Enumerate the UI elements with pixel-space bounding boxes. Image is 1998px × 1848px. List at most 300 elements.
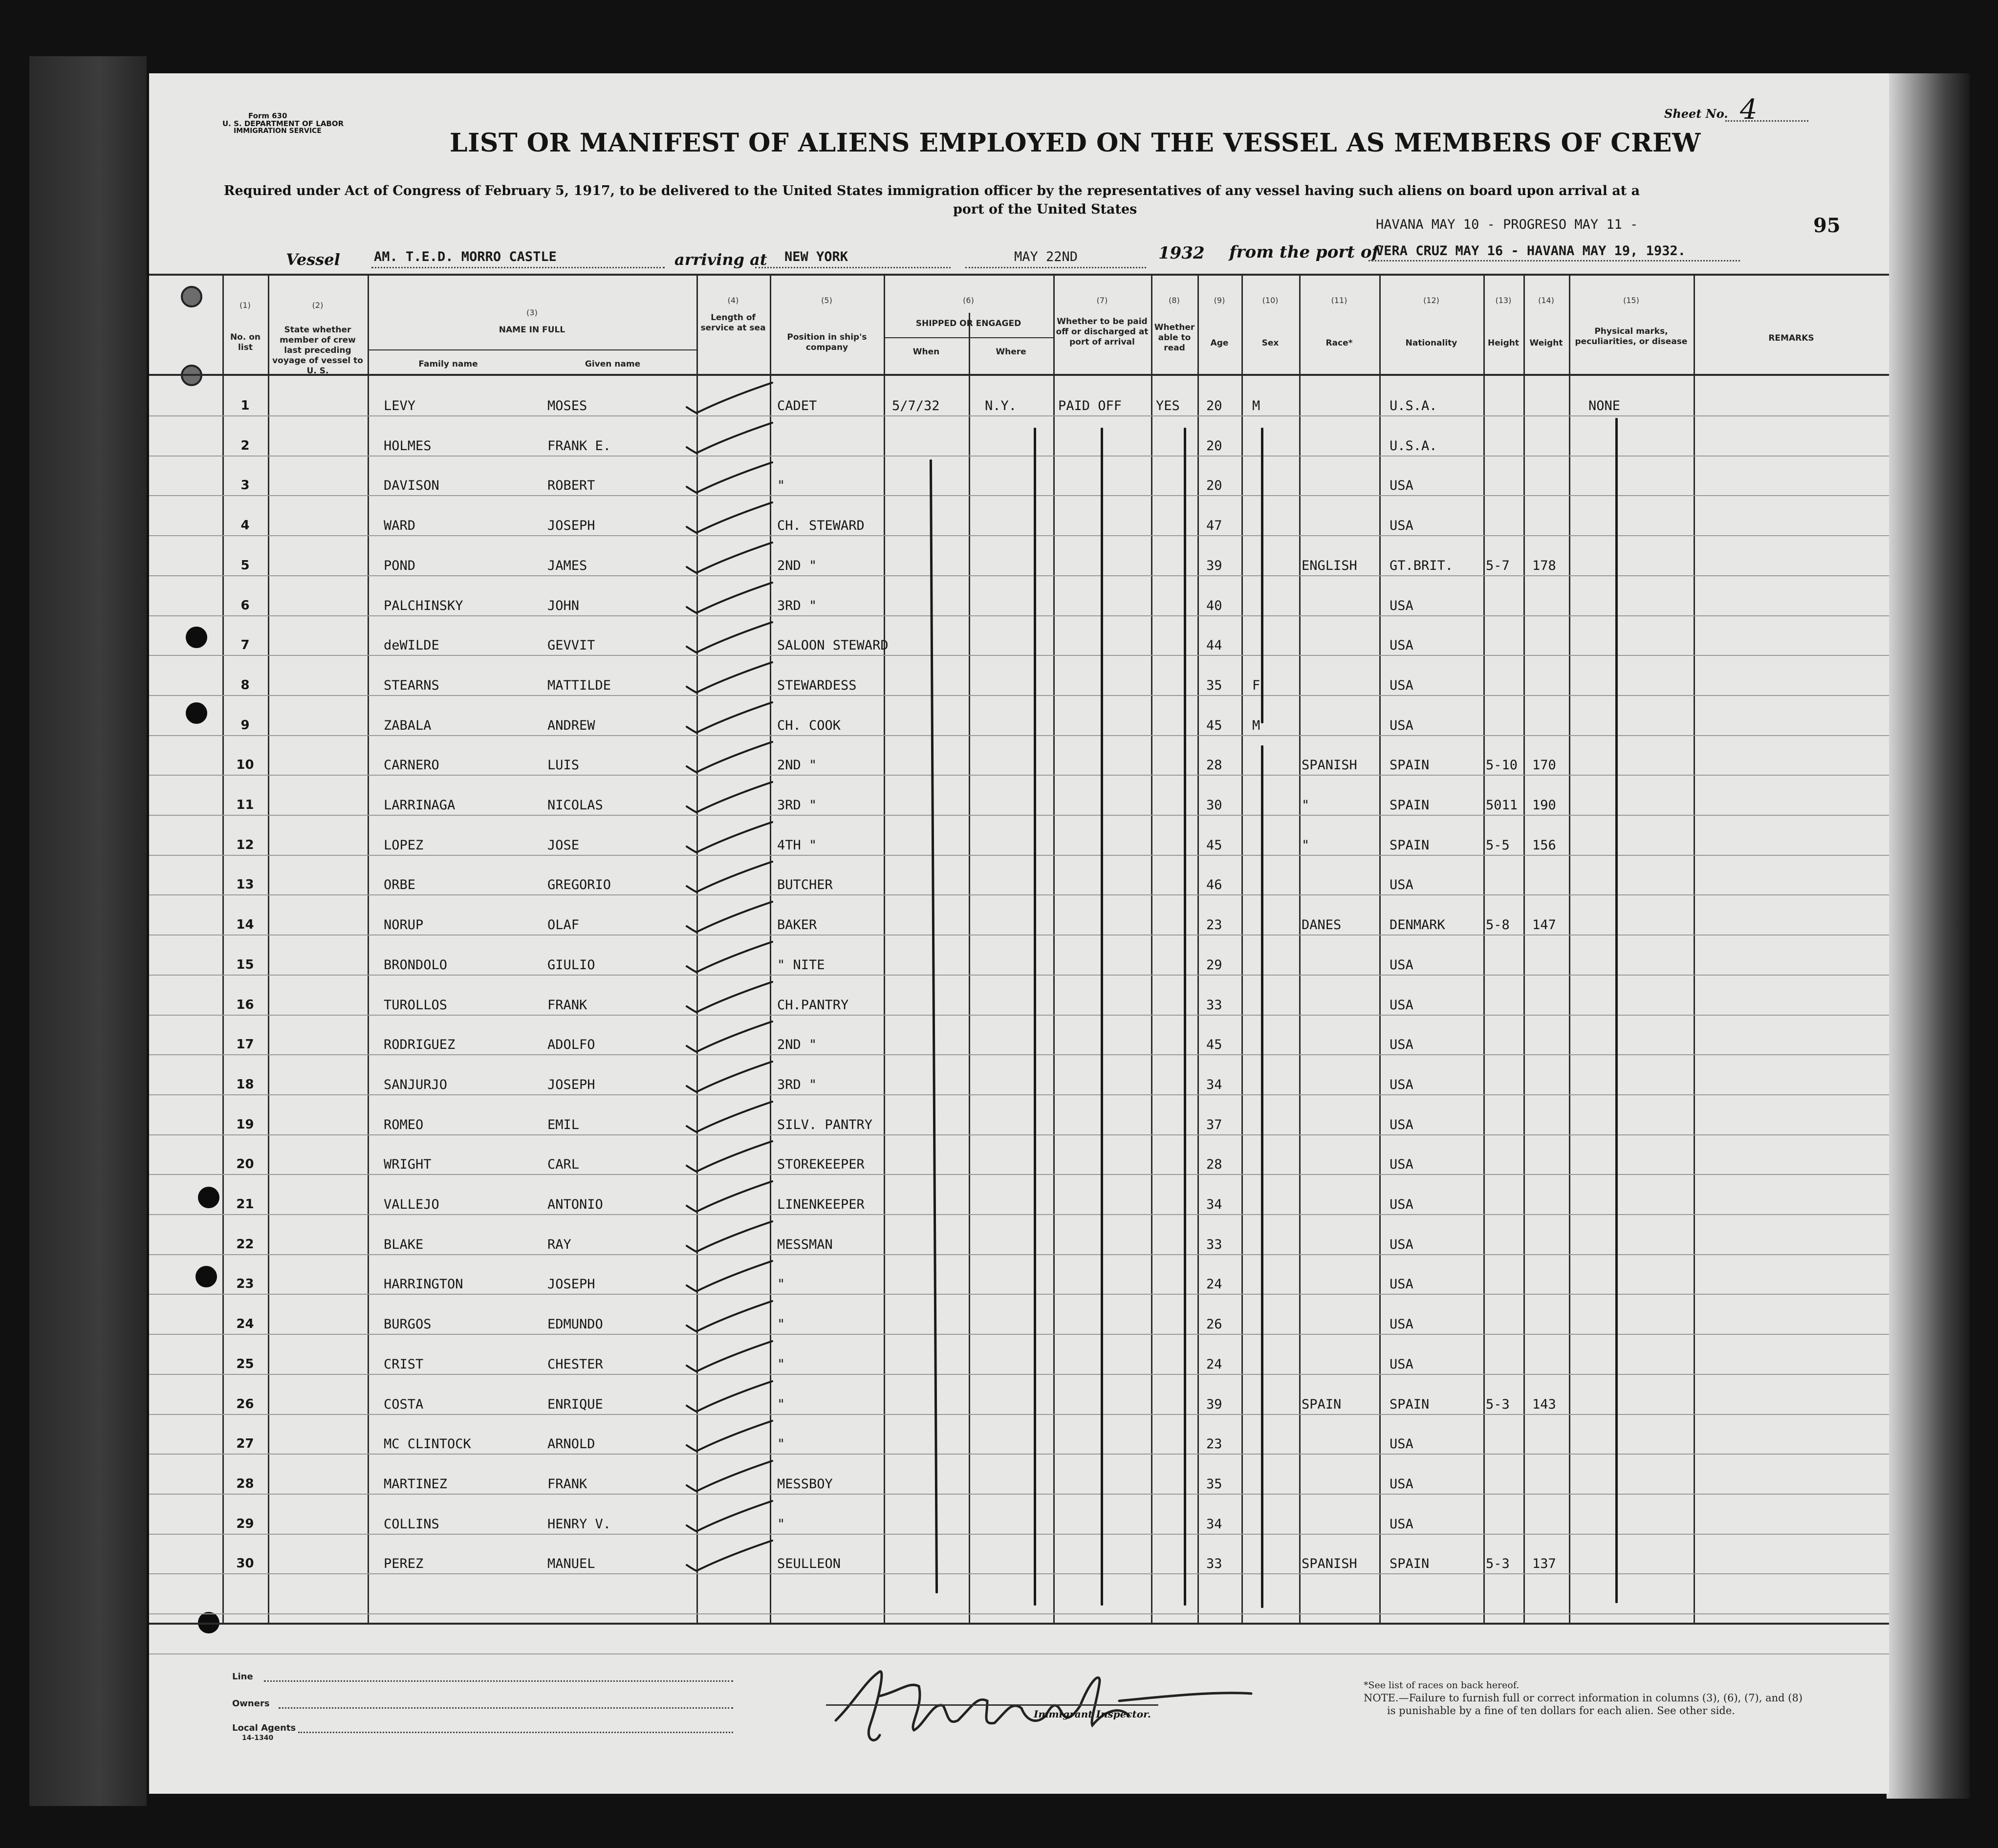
- name-subheader-line: [368, 349, 696, 350]
- cell-position: CH. COOK: [777, 718, 841, 733]
- cell-nationality: USA: [1390, 1357, 1413, 1372]
- col-line: [1694, 274, 1695, 1624]
- header-family-name: Family name: [418, 359, 478, 369]
- cell-nationality: USA: [1390, 1117, 1413, 1132]
- cell-nationality: USA: [1390, 1317, 1413, 1332]
- cell-height: 5-5: [1486, 838, 1510, 853]
- cell-height: 5-7: [1486, 558, 1510, 573]
- ruled-line: [149, 495, 1889, 496]
- cell-position: 4TH ": [777, 838, 817, 853]
- header-when: When: [912, 347, 940, 357]
- cell-family: MC CLINTOCK: [384, 1436, 471, 1452]
- cell-given: GREGORIO: [547, 877, 611, 892]
- arriving-port: NEW YORK: [784, 249, 848, 264]
- column-number: (10): [1262, 296, 1279, 305]
- cell-position: CADET: [777, 398, 817, 413]
- column-number: (14): [1538, 296, 1554, 305]
- header-age: Age: [1210, 338, 1229, 348]
- penalty-note-line-1: NOTE.—Failure to furnish full or correct information in columns (3), (6), (7), and (8): [1364, 1692, 1803, 1704]
- cell-age: 20: [1206, 478, 1222, 493]
- cell-position: CH.PANTRY: [777, 998, 849, 1013]
- cell-position: CH. STEWARD: [777, 518, 865, 533]
- column-number: (1): [239, 301, 251, 310]
- cell-nationality: SPAIN: [1390, 798, 1430, 813]
- service-checkmark: [682, 1098, 780, 1142]
- ruled-line: [149, 1613, 1889, 1614]
- cell-age: 37: [1206, 1117, 1222, 1132]
- cell-family: COSTA: [384, 1397, 424, 1412]
- service-checkmark: [682, 818, 780, 862]
- cell-nationality: USA: [1390, 1077, 1413, 1092]
- ditto-stroke: [1615, 418, 1618, 1603]
- cell-family: ZABALA: [384, 718, 432, 733]
- col-line: [1379, 274, 1381, 1624]
- ruled-line: [149, 1334, 1889, 1335]
- header-name-in-full: NAME IN FULL: [499, 325, 565, 335]
- punch-hole: [195, 1266, 217, 1287]
- cell-race: SPAIN: [1302, 1397, 1342, 1412]
- ruled-line: [149, 1015, 1889, 1016]
- subtitle-line-1: Required under Act of Congress of February 5, 1917, to be delivered to the United States immigration officer by the representatives of any vessel having such aliens on board upon arrival at a: [224, 183, 1640, 198]
- header-position: Position in ship's company: [787, 332, 867, 352]
- cell-given: MANUEL: [547, 1556, 595, 1571]
- cell-given: EDMUNDO: [547, 1317, 603, 1332]
- cell-age: 40: [1206, 598, 1222, 613]
- cell-nationality: USA: [1390, 1436, 1413, 1452]
- cell-age: 24: [1206, 1277, 1222, 1292]
- cell-age: 20: [1206, 438, 1222, 454]
- punch-hole: [186, 627, 207, 648]
- table-header-border: [149, 374, 1889, 376]
- cell-nationality: USA: [1390, 1157, 1413, 1172]
- arriving-line: [755, 267, 951, 268]
- cell-sex: M: [1252, 398, 1260, 413]
- cell-age: 23: [1206, 1436, 1222, 1452]
- cell-nationality: U.S.A.: [1390, 438, 1437, 454]
- cell-given: JAMES: [547, 558, 587, 573]
- ruled-line: [149, 415, 1889, 416]
- cell-family: VALLEJO: [384, 1197, 439, 1212]
- cell-family: NORUP: [384, 917, 424, 933]
- footer-owners-label: Owners: [232, 1698, 270, 1709]
- ruled-line: [149, 1134, 1889, 1135]
- cell-given: EMIL: [547, 1117, 580, 1132]
- cell-position: ": [777, 478, 785, 493]
- service-checkmark: [682, 1537, 780, 1581]
- cell-given: CARL: [547, 1157, 580, 1172]
- service-checkmark: [682, 938, 780, 982]
- ruled-line: [149, 655, 1889, 656]
- ruled-line: [149, 855, 1889, 856]
- header-where: Where: [996, 347, 1026, 357]
- ditto-stroke: [1034, 428, 1036, 1606]
- cell-age: 33: [1206, 1556, 1222, 1571]
- subtitle-line-2: port of the United States: [953, 202, 1137, 217]
- ruled-line: [149, 456, 1889, 457]
- cell-nationality: USA: [1390, 678, 1413, 693]
- footer-agents-field: [298, 1732, 733, 1733]
- cell-family: BLAKE: [384, 1237, 424, 1252]
- col-line: [1523, 274, 1525, 1624]
- footer-agents-code: 14-1340: [242, 1734, 274, 1742]
- cell-no: 22: [236, 1237, 254, 1252]
- cell-age: 29: [1206, 957, 1222, 973]
- cell-given: FRANK E.: [547, 438, 611, 454]
- ruled-line: [149, 575, 1889, 576]
- cell-sex: F: [1252, 678, 1260, 693]
- cell-weight: 178: [1532, 558, 1556, 573]
- cell-given: ENRIQUE: [547, 1397, 603, 1412]
- from-port-label: from the port of: [1229, 242, 1379, 262]
- cell-height: 5011: [1486, 798, 1518, 813]
- cell-height: 5-10: [1486, 758, 1518, 773]
- cell-position: SILV. PANTRY: [777, 1117, 873, 1132]
- cell-read: YES: [1156, 398, 1180, 413]
- cell-given: CHESTER: [547, 1357, 603, 1372]
- cell-nationality: U.S.A.: [1390, 398, 1437, 413]
- ruled-line: [149, 1254, 1889, 1255]
- service-checkmark: [682, 379, 780, 423]
- table-top-border: [149, 274, 1889, 276]
- page-stack-edge: [1887, 73, 1970, 1799]
- cell-family: CARNERO: [384, 758, 439, 773]
- service-checkmark: [682, 1497, 780, 1541]
- cell-position: 2ND ": [777, 758, 817, 773]
- cell-age: 46: [1206, 877, 1222, 892]
- cell-family: RODRIGUEZ: [384, 1037, 456, 1052]
- cell-height: 5-3: [1486, 1397, 1510, 1412]
- cell-height: 5-3: [1486, 1556, 1510, 1571]
- col-line: [222, 274, 224, 1624]
- column-number: (5): [821, 296, 832, 305]
- cell-no: 5: [240, 558, 250, 573]
- cell-age: 33: [1206, 1237, 1222, 1252]
- ruled-line: [149, 975, 1889, 976]
- cell-weight: 170: [1532, 758, 1556, 773]
- service-name: IMMIGRATION SERVICE: [234, 127, 322, 135]
- column-number: (9): [1214, 296, 1225, 305]
- header-given-name: Given name: [585, 359, 641, 369]
- service-checkmark: [682, 1377, 780, 1421]
- column-number: (15): [1623, 296, 1639, 305]
- cell-given: MOSES: [547, 398, 587, 413]
- cell-no: 6: [240, 598, 250, 613]
- cell-position: SEULLEON: [777, 1556, 841, 1571]
- form-number: Form 630: [248, 111, 287, 120]
- col-line: [368, 274, 369, 1624]
- punch-hole: [198, 1187, 219, 1208]
- ruled-line: [149, 1573, 1889, 1574]
- cell-position: STOREKEEPER: [777, 1157, 865, 1172]
- column-number: (8): [1169, 296, 1180, 305]
- column-number: (7): [1096, 296, 1108, 305]
- ruled-line: [149, 695, 1889, 696]
- cell-age: 30: [1206, 798, 1222, 813]
- column-number: (11): [1331, 296, 1347, 305]
- cell-given: RAY: [547, 1237, 571, 1252]
- cell-family: PALCHINSKY: [384, 598, 463, 613]
- service-checkmark: [682, 419, 780, 463]
- service-checkmark: [682, 778, 780, 822]
- ruled-line: [149, 535, 1889, 536]
- cell-age: 45: [1206, 718, 1222, 733]
- cell-position: 2ND ": [777, 558, 817, 573]
- cell-no: 27: [236, 1436, 254, 1451]
- col-line: [969, 313, 970, 1624]
- cell-age: 28: [1206, 758, 1222, 773]
- punch-hole: [181, 286, 202, 307]
- footer-owners-field: [279, 1707, 733, 1709]
- ruled-line: [149, 1214, 1889, 1215]
- cell-weight: 147: [1532, 917, 1556, 933]
- vessel-label: Vessel: [286, 250, 340, 269]
- penalty-note-line-2: is punishable by a fine of ten dollars for each alien. See other side.: [1387, 1705, 1735, 1717]
- ruled-line: [149, 1294, 1889, 1295]
- inspector-signature: [826, 1652, 1266, 1755]
- footer-line-field: [264, 1680, 733, 1682]
- cell-nationality: USA: [1390, 998, 1413, 1013]
- cell-family: LARRINAGA: [384, 798, 456, 813]
- cell-age: 28: [1206, 1157, 1222, 1172]
- column-number: (2): [312, 301, 324, 310]
- cell-nationality: USA: [1390, 478, 1413, 493]
- cell-position: BUTCHER: [777, 877, 833, 892]
- service-checkmark: [682, 618, 780, 662]
- header-height: Height: [1488, 338, 1519, 348]
- ditto-stroke: [1261, 745, 1263, 1608]
- cell-position: 3RD ": [777, 598, 817, 613]
- cell-race: ENGLISH: [1302, 558, 1357, 573]
- cell-age: 39: [1206, 1397, 1222, 1412]
- cell-race: ": [1302, 798, 1310, 813]
- arrival-date: MAY 22ND: [1014, 249, 1078, 264]
- arriving-label: arriving at: [674, 250, 767, 269]
- cell-position: STEWARDESS: [777, 678, 857, 693]
- cell-family: LEVY: [384, 398, 416, 413]
- service-checkmark: [682, 1137, 780, 1181]
- cell-family: STEARNS: [384, 678, 439, 693]
- cell-given: ROBERT: [547, 478, 595, 493]
- cell-given: ANDREW: [547, 718, 595, 733]
- cell-given: NICOLAS: [547, 798, 603, 813]
- cell-nationality: USA: [1390, 1477, 1413, 1492]
- cell-where: N.Y.: [985, 398, 1017, 413]
- cell-no: 3: [240, 478, 250, 493]
- cell-no: 10: [236, 758, 254, 772]
- cell-position: ": [777, 1317, 785, 1332]
- cell-position: ": [777, 1397, 785, 1412]
- header-no-on-list: No. on list: [230, 332, 261, 352]
- cell-family: POND: [384, 558, 416, 573]
- ruled-line: [149, 894, 1889, 895]
- header-remarks: REMARKS: [1768, 333, 1814, 343]
- column-number: (13): [1495, 296, 1512, 305]
- ditto-stroke: [1101, 428, 1103, 1606]
- cell-weight: 137: [1532, 1556, 1556, 1571]
- cell-age: 35: [1206, 678, 1222, 693]
- shipped-subheader-line: [884, 337, 1053, 338]
- cell-no: 25: [236, 1357, 254, 1371]
- binder-edge: [29, 56, 147, 1806]
- ruled-line: [149, 1174, 1889, 1175]
- cell-race: SPANISH: [1302, 1556, 1357, 1571]
- cell-nationality: USA: [1390, 518, 1413, 533]
- cell-family: WRIGHT: [384, 1157, 432, 1172]
- ports-line-2: VERA CRUZ MAY 16 - HAVANA MAY 19, 1932.: [1376, 243, 1686, 259]
- col-line: [1053, 274, 1055, 1624]
- cell-given: ANTONIO: [547, 1197, 603, 1212]
- cell-no: 2: [240, 438, 250, 453]
- cell-no: 15: [236, 957, 254, 972]
- cell-race: SPANISH: [1302, 758, 1357, 773]
- cell-position: LINENKEEPER: [777, 1197, 865, 1212]
- cell-weight: 156: [1532, 838, 1556, 853]
- vessel-name: AM. T.E.D. MORRO CASTLE: [374, 249, 557, 264]
- ports-line-1: HAVANA MAY 10 - PROGRESO MAY 11 -: [1376, 217, 1638, 232]
- service-checkmark: [682, 1218, 780, 1261]
- cell-position: 3RD ": [777, 1077, 817, 1092]
- cell-nationality: USA: [1390, 957, 1413, 973]
- cell-given: JOSEPH: [547, 518, 595, 533]
- col-line: [1197, 274, 1199, 1624]
- cell-no: 8: [240, 678, 250, 693]
- cell-given: OLAF: [547, 917, 580, 933]
- sheet-label: Sheet No.: [1664, 107, 1728, 121]
- cell-position: BAKER: [777, 917, 817, 933]
- service-checkmark: [682, 1297, 780, 1341]
- cell-position: ": [777, 1277, 785, 1292]
- cell-nationality: USA: [1390, 877, 1413, 892]
- cell-age: 44: [1206, 638, 1222, 653]
- ruled-line: [149, 1374, 1889, 1375]
- cell-family: MARTINEZ: [384, 1477, 448, 1492]
- cell-age: 23: [1206, 917, 1222, 933]
- cell-family: CRIST: [384, 1357, 424, 1372]
- col-line: [1241, 274, 1243, 1624]
- sheet-number: 4: [1740, 94, 1758, 126]
- department-name: U. S. DEPARTMENT OF LABOR: [222, 119, 344, 128]
- cell-sex: M: [1252, 718, 1260, 733]
- cell-when: 5/7/32: [892, 398, 940, 413]
- cell-given: GEVVIT: [547, 638, 595, 653]
- cell-given: JOSE: [547, 838, 580, 853]
- cell-family: deWILDE: [384, 638, 439, 653]
- cell-weight: 190: [1532, 798, 1556, 813]
- cell-given: FRANK: [547, 998, 587, 1013]
- cell-given: JOSEPH: [547, 1277, 595, 1292]
- cell-no: 17: [236, 1037, 254, 1052]
- cell-age: 47: [1206, 518, 1222, 533]
- col-line: [268, 274, 269, 1624]
- cell-given: GIULIO: [547, 957, 595, 973]
- cell-family: ORBE: [384, 877, 416, 892]
- column-number: (3): [526, 308, 538, 317]
- header-nationality: Nationality: [1405, 338, 1457, 348]
- cell-age: 34: [1206, 1197, 1222, 1212]
- cell-no: 23: [236, 1277, 254, 1291]
- cell-no: 14: [236, 917, 254, 932]
- service-checkmark: [682, 579, 780, 623]
- cell-family: WARD: [384, 518, 416, 533]
- cell-paid: PAID OFF: [1058, 398, 1122, 413]
- cell-given: LUIS: [547, 758, 580, 773]
- cell-given: JOSEPH: [547, 1077, 595, 1092]
- cell-nationality: USA: [1390, 1517, 1413, 1532]
- ruled-line: [149, 1454, 1889, 1455]
- cell-position: 3RD ": [777, 798, 817, 813]
- date-line: [965, 267, 1146, 268]
- cell-no: 21: [236, 1197, 254, 1212]
- ruled-line: [149, 1054, 1889, 1055]
- cell-given: ADOLFO: [547, 1037, 595, 1052]
- cell-given: FRANK: [547, 1477, 587, 1492]
- ruled-line: [149, 1534, 1889, 1535]
- cell-no: 4: [240, 518, 250, 533]
- inspector-label: Immigrant Inspector.: [1034, 1708, 1151, 1720]
- ditto-stroke: [1184, 428, 1186, 1606]
- cell-no: 16: [236, 998, 254, 1012]
- footer-agents-label: Local Agents: [232, 1723, 296, 1733]
- cell-family: ROMEO: [384, 1117, 424, 1132]
- ruled-line: [149, 775, 1889, 776]
- cell-age: 26: [1206, 1317, 1222, 1332]
- cell-no: 12: [236, 838, 254, 852]
- cell-nationality: SPAIN: [1390, 1397, 1430, 1412]
- cell-nationality: DENMARK: [1390, 917, 1445, 933]
- col-line: [1299, 274, 1301, 1624]
- cell-nationality: USA: [1390, 1037, 1413, 1052]
- cell-no: 7: [240, 638, 250, 652]
- header-physical-marks: Physical marks, peculiarities, or disease: [1575, 326, 1688, 347]
- cell-given: JOHN: [547, 598, 580, 613]
- header-length-service: Length of service at sea: [700, 313, 766, 333]
- races-footnote: *See list of races on back hereof.: [1364, 1680, 1520, 1691]
- cell-no: 29: [236, 1517, 254, 1531]
- service-checkmark: [682, 1018, 780, 1062]
- cell-nationality: USA: [1390, 1237, 1413, 1252]
- cell-family: PEREZ: [384, 1556, 424, 1571]
- cell-no: 30: [236, 1556, 254, 1571]
- cell-family: HARRINGTON: [384, 1277, 463, 1292]
- header-sex: Sex: [1261, 338, 1279, 348]
- cell-family: SANJURJO: [384, 1077, 448, 1092]
- ruled-line: [149, 1414, 1889, 1415]
- cell-nationality: SPAIN: [1390, 838, 1430, 853]
- column-number: (4): [727, 296, 739, 305]
- cell-position: 2ND ": [777, 1037, 817, 1052]
- service-checkmark: [682, 738, 780, 782]
- cell-no: 1: [240, 398, 250, 413]
- service-checkmark: [682, 858, 780, 902]
- cell-family: DAVISON: [384, 478, 439, 493]
- cell-weight: 143: [1532, 1397, 1556, 1412]
- cell-position: SALOON STEWARD: [777, 638, 889, 653]
- cell-nationality: GT.BRIT.: [1390, 558, 1454, 573]
- cell-age: 33: [1206, 998, 1222, 1013]
- cell-position: " NITE: [777, 957, 825, 973]
- service-checkmark: [682, 539, 780, 583]
- cell-nationality: USA: [1390, 598, 1413, 613]
- service-checkmark: [682, 658, 780, 702]
- column-number: (6): [963, 296, 974, 305]
- cell-position: MESSMAN: [777, 1237, 833, 1252]
- ditto-stroke: [1261, 428, 1263, 723]
- vessel-line: [371, 267, 665, 268]
- cell-no: 20: [236, 1157, 254, 1172]
- cell-age: 39: [1206, 558, 1222, 573]
- cell-age: 34: [1206, 1517, 1222, 1532]
- cell-given: ARNOLD: [547, 1436, 595, 1452]
